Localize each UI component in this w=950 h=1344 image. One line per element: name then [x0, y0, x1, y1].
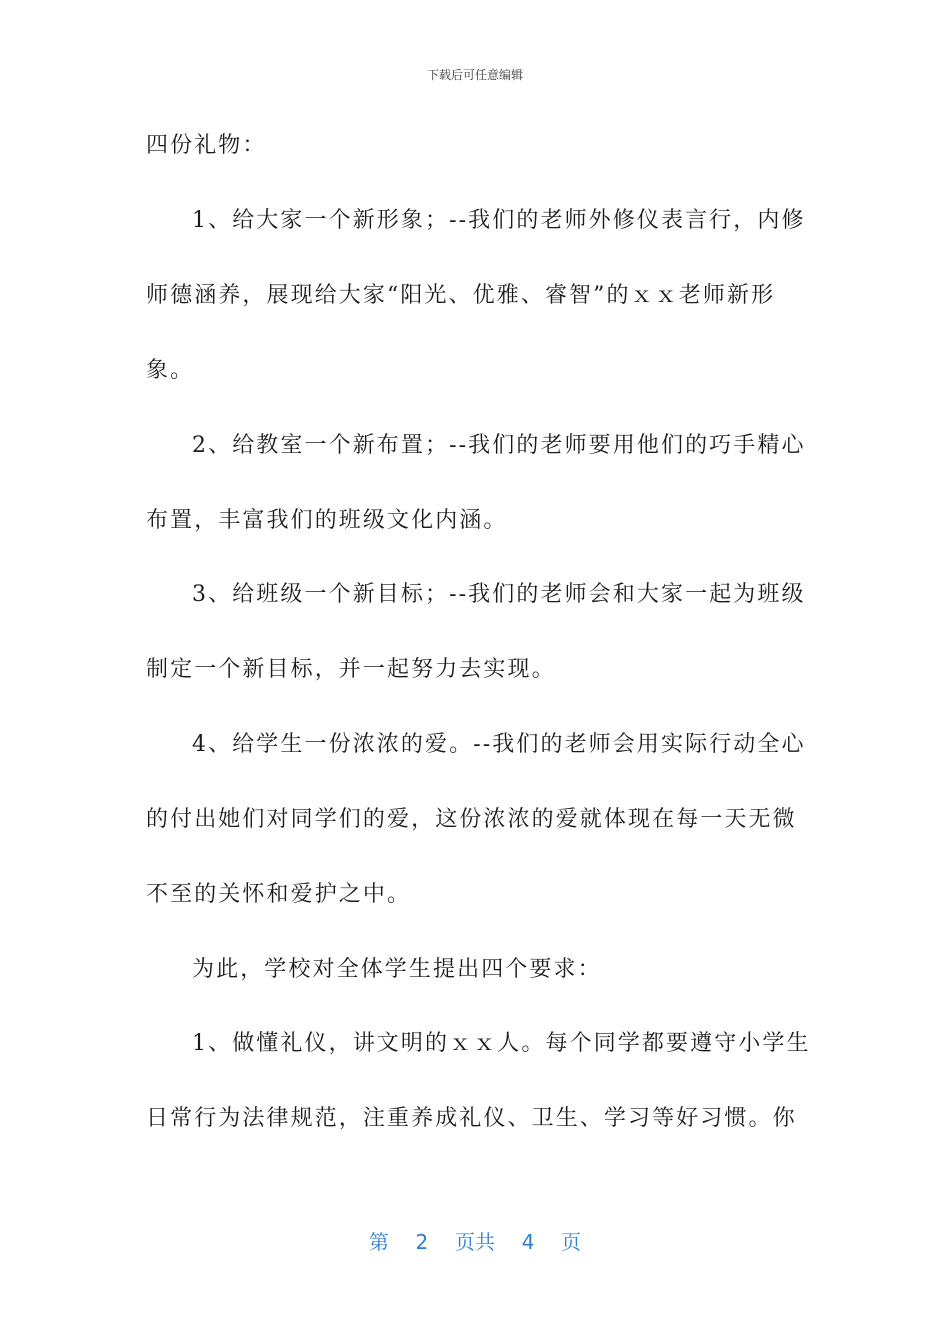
text-line: 象。 — [146, 358, 195, 383]
footer-prefix: 第 — [368, 1230, 389, 1254]
text-line: 日常行为法律规范，注重养成礼仪、卫生、学习等好习惯。你 — [146, 1106, 797, 1131]
text-line: 制定一个新目标，并一起努力去实现。 — [146, 657, 556, 682]
text-line: 1、做懂礼仪，讲文明的ｘｘ人。每个同学都要遵守小学生 — [192, 1031, 811, 1056]
footer-suffix: 页 — [561, 1230, 582, 1254]
text-line: 1、给大家一个新形象；--我们的老师外修仪表言行，内修 — [192, 208, 806, 233]
text-line: 四份礼物： — [146, 133, 267, 158]
footer-page-number: 2 — [415, 1230, 429, 1254]
text-line: 3、给班级一个新目标；--我们的老师会和大家一起为班级 — [192, 582, 806, 607]
text-line: 不至的关怀和爱护之中。 — [146, 882, 412, 907]
text-line: 4、给学生一份浓浓的爱。--我们的老师会用实际行动全心 — [192, 732, 806, 757]
text-line: 师德涵养，展现给大家“阳光、优雅、睿智”的ｘｘ老师新形 — [146, 283, 776, 308]
footer-middle: 页共 — [455, 1230, 495, 1254]
text-line: 2、给教室一个新布置；--我们的老师要用他们的巧手精心 — [192, 433, 806, 458]
page-footer — [0, 1226, 950, 1255]
text-line: 的付出她们对同学们的爱，这份浓浓的爱就体现在每一天无微 — [146, 807, 797, 832]
text-line: 布置，丰富我们的班级文化内涵。 — [146, 508, 508, 533]
footer-total-pages: 4 — [521, 1230, 535, 1254]
page-header: 下载后可任意编辑 — [426, 68, 523, 82]
text-line: 为此，学校对全体学生提出四个要求： — [192, 957, 602, 982]
